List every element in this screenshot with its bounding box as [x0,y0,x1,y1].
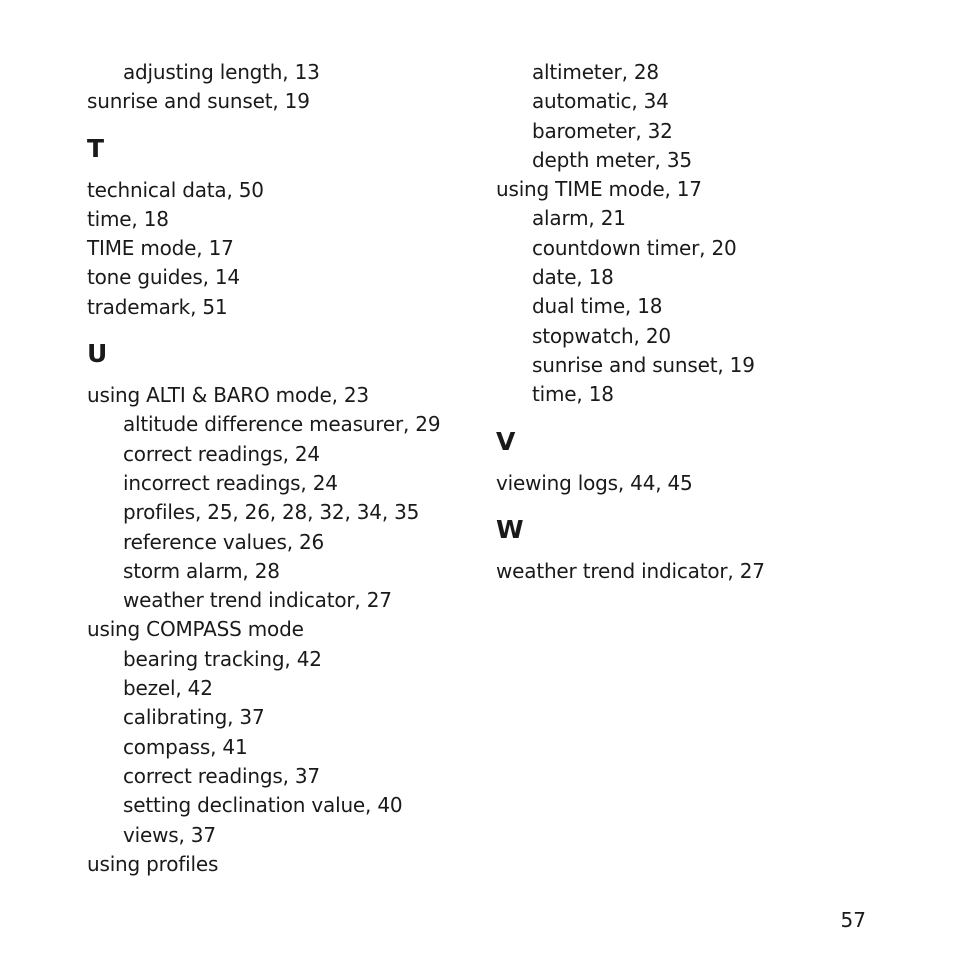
index-subentry: correct readings, 37 [123,763,320,788]
index-subentry: dual time, 18 [532,294,663,319]
index-subentry: time, 18 [532,382,614,407]
index-subentry: stopwatch, 20 [532,323,671,348]
index-subentry: alarm, 21 [532,206,626,231]
index-subentry: compass, 41 [123,734,248,759]
index-entry: using profiles [87,851,219,876]
index-column-left [87,58,487,879]
index-subentry: correct readings, 24 [123,441,320,466]
index-entry: using ALTI & BARO mode, 23 [87,383,369,408]
index-entry: weather trend indicator, 27 [496,558,765,583]
index-entry: tone guides, 14 [87,265,240,290]
index-subentry: bearing tracking, 42 [123,646,322,671]
index-entry: sunrise and sunset, 19 [87,89,310,114]
index-subentry: profiles, 25, 26, 28, 32, 34, 35 [123,500,420,525]
index-subentry: weather trend indicator, 27 [123,588,392,613]
index-subentry: bezel, 42 [123,676,213,701]
index-subentry: depth meter, 35 [532,147,692,172]
index-entry: using TIME mode, 17 [496,177,702,202]
index-entry: TIME mode, 17 [87,236,234,261]
page-number: 57 [840,908,866,932]
index-subentry: setting declination value, 40 [123,793,403,818]
index-subentry: date, 18 [532,265,614,290]
index-subentry: storm alarm, 28 [123,558,280,583]
index-subentry: calibrating, 37 [123,705,265,730]
index-entry: technical data, 50 [87,177,264,202]
index-entry: time, 18 [87,206,169,231]
index-section-letter-u: U [87,339,108,369]
index-subentry: incorrect readings, 24 [123,470,338,495]
index-column-right [496,58,896,586]
index-subentry: views, 37 [123,822,216,847]
index-subentry: reference values, 26 [123,529,325,554]
index-subentry: adjusting length, 13 [123,60,320,84]
index-entry: using COMPASS mode [87,617,304,642]
index-subentry: altimeter, 28 [532,60,659,84]
index-subentry: countdown timer, 20 [532,235,737,260]
index-subentry: altitude difference measurer, 29 [123,412,441,437]
index-entry: trademark, 51 [87,294,228,319]
index-section-letter-w: W [496,514,524,544]
index-subentry: barometer, 32 [532,118,673,143]
index-subentry: sunrise and sunset, 19 [532,352,755,377]
index-entry: viewing logs, 44, 45 [496,470,693,495]
index-section-letter-t: T [87,133,105,163]
index-subentry: automatic, 34 [532,89,669,114]
index-section-letter-v: V [496,426,516,456]
